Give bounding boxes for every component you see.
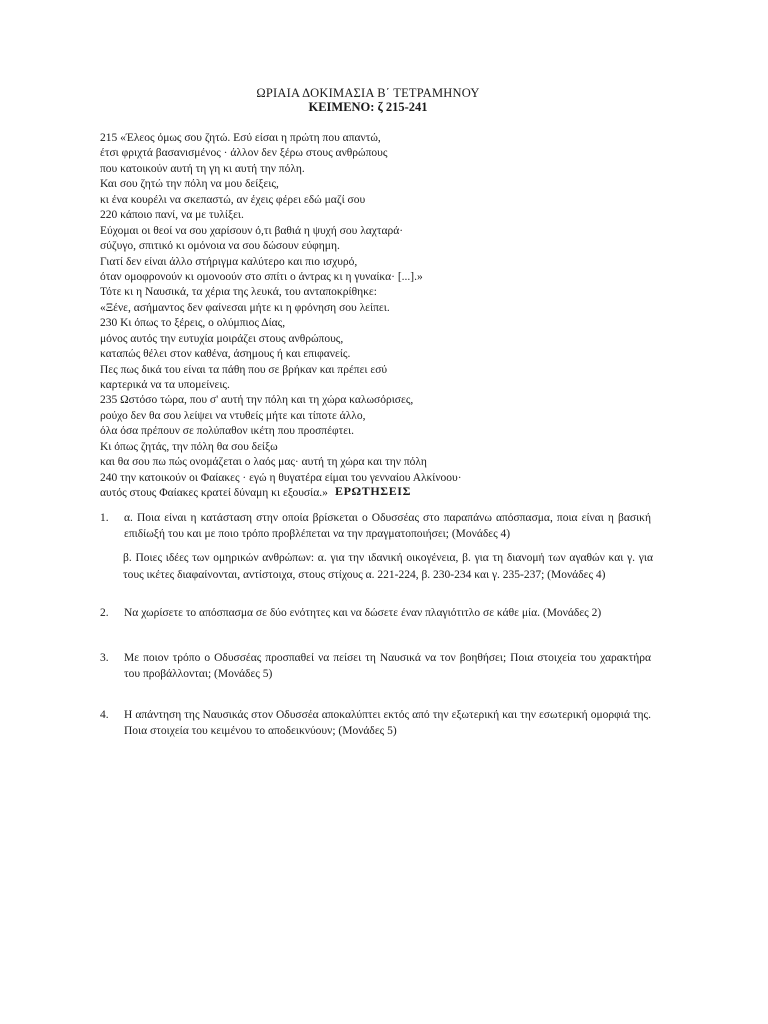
question-text: Με ποιον τρόπο ο Οδυσσέας προσπαθεί να πείσει τη Ναυσικά να τον βοηθήσει; Ποια στοιχεία του χαρακτήρα του προβάλλονται; (Μονάδες 5) <box>124 652 651 680</box>
poem-line: Τότε κι η Ναυσικά, τα χέρια της λευκά, του ανταποκρίθηκε: <box>100 286 377 299</box>
question-number: 3. <box>100 652 109 664</box>
poem-line: 235 Ωστόσο τώρα, που σ' αυτή την πόλη και τη χώρα καλωσόρισες, <box>100 394 414 407</box>
question-text: α. Ποια είναι η κατάσταση στην οποία βρίσκεται ο Οδυσσέας στο παραπάνω απόσπασμα, ποια είναι η βασική επιδίωξή του και με ποιο τρόπο προβλέπεται να την πραγματοποιήσει; (Μονάδες 4) <box>124 512 651 540</box>
poem-line: «Ξένε, ασήμαντος δεν φαίνεσαι μήτε κι η φρόνηση σου λείπει. <box>100 301 390 314</box>
poem-line: κι ένα κουρέλι να σκεπαστώ, αν έχεις φέρει εδώ μαζί σου <box>100 193 366 206</box>
poem-text <box>100 131 660 502</box>
poem-line: Και σου ζητώ την πόλη να μου δείξεις, <box>100 178 279 191</box>
poem-line: 240 την κατοικούν οι Φαίακες · εγώ η θυγατέρα είμαι του γενναίου Αλκίνοου· <box>100 471 462 484</box>
question-number: 2. <box>100 607 109 619</box>
poem-line: 230 Κι όπως το ξέρεις, ο ολύμπιος Δίας, <box>100 317 286 330</box>
poem-line: και θα σου πω πώς ονομάζεται ο λαός μας· αυτή τη χώρα και την πόλη <box>100 456 427 469</box>
poem-line: ρούχο δεν θα σου λείψει να ντυθείς μήτε και τίποτε άλλο, <box>100 409 366 422</box>
poem-line: μόνος αυτός την ευτυχία μοιράζει στους ανθρώπους, <box>100 332 344 345</box>
poem-line: όταν ομοφρονούν κι ομονοούν στο σπίτι ο άντρας κι η γυναίκα· [...].» <box>100 270 423 283</box>
question-text: Να χωρίσετε το απόσπασμα σε δύο ενότητες και να δώσετε έναν πλαγιότιτλο σε κάθε μία. (Μονάδες 2) <box>124 607 602 619</box>
poem-line: έτσι φριχτά βασανισμένος · άλλον δεν ξέρω στους ανθρώπους <box>100 147 388 160</box>
poem-line: 215 «Έλεος όμως σου ζητώ. Εσύ είσαι η πρώτη που απαντώ, <box>100 132 381 144</box>
poem-line: καρτερικά να τα υπομείνεις. <box>100 379 230 391</box>
poem-line: Κι όπως ζητάς, την πόλη θα σου δείξω <box>100 440 278 453</box>
poem-line: σύζυγο, σπιτικό κι ομόνοια να σου δώσουν εύφημη. <box>100 240 340 253</box>
poem-line: 220 κάποιο πανί, να με τυλίξει. <box>100 209 244 222</box>
poem-line: Γιατί δεν είναι άλλο στήριγμα καλύτερο και πιο ισχυρό, <box>100 255 358 268</box>
document-title: ΩΡΙΑΙΑ ΔΟΚΙΜΑΣΙΑ Β΄ ΤΕΤΡΑΜΗΝΟΥ <box>256 86 480 100</box>
poem-line: Εύχομαι οι θεοί να σου χαρίσουν ό,τι βαθιά η ψυχή σου λαχταρά· <box>100 224 404 237</box>
poem-line: όλα όσα πρέπουν σε πολύπαθον ικέτη που προσπέφτει. <box>100 425 354 438</box>
poem-line: που κατοικούν αυτή τη γη κι αυτή την πόλη. <box>100 162 305 175</box>
question-text: Η απάντηση της Ναυσικάς στον Οδυσσέα αποκαλύπτει εκτός από την εξωτερική και την εσωτερική ομορφιά της. Ποια στοιχεία του κειμένου το αποδεικνύουν; (Μονάδες 5) <box>124 709 651 737</box>
question-number: 4. <box>100 709 109 721</box>
poem-line: Πες πως δικά του είναι τα πάθη που σε βρήκαν και πρέπει εσύ <box>100 363 388 376</box>
question-number: 1. <box>100 512 109 524</box>
poem-line: αυτός στους Φαίακες κρατεί δύναμη κι εξουσία.» <box>100 487 328 500</box>
document-subtitle: ΚΕΙΜΕΝΟ: ζ 215-241 <box>308 100 428 114</box>
question-1b-text: β. Ποιες ιδέες των ομηρικών ανθρώπων: α. για την ιδανική οικογένεια, β. για τη διανομή των αγαθών και γ. για τους ικέτες διαφαίνονται, αντίστοιχα, στους στίχους α. 221-224, β. 230-234 και γ. 235-237; (Μονάδες 4) <box>123 552 653 581</box>
poem-line: καταπώς θέλει στον καθένα, άσημους ή και επιφανείς. <box>100 348 351 361</box>
questions-heading: ΕΡΩΤΗΣΕΙΣ <box>334 484 412 498</box>
